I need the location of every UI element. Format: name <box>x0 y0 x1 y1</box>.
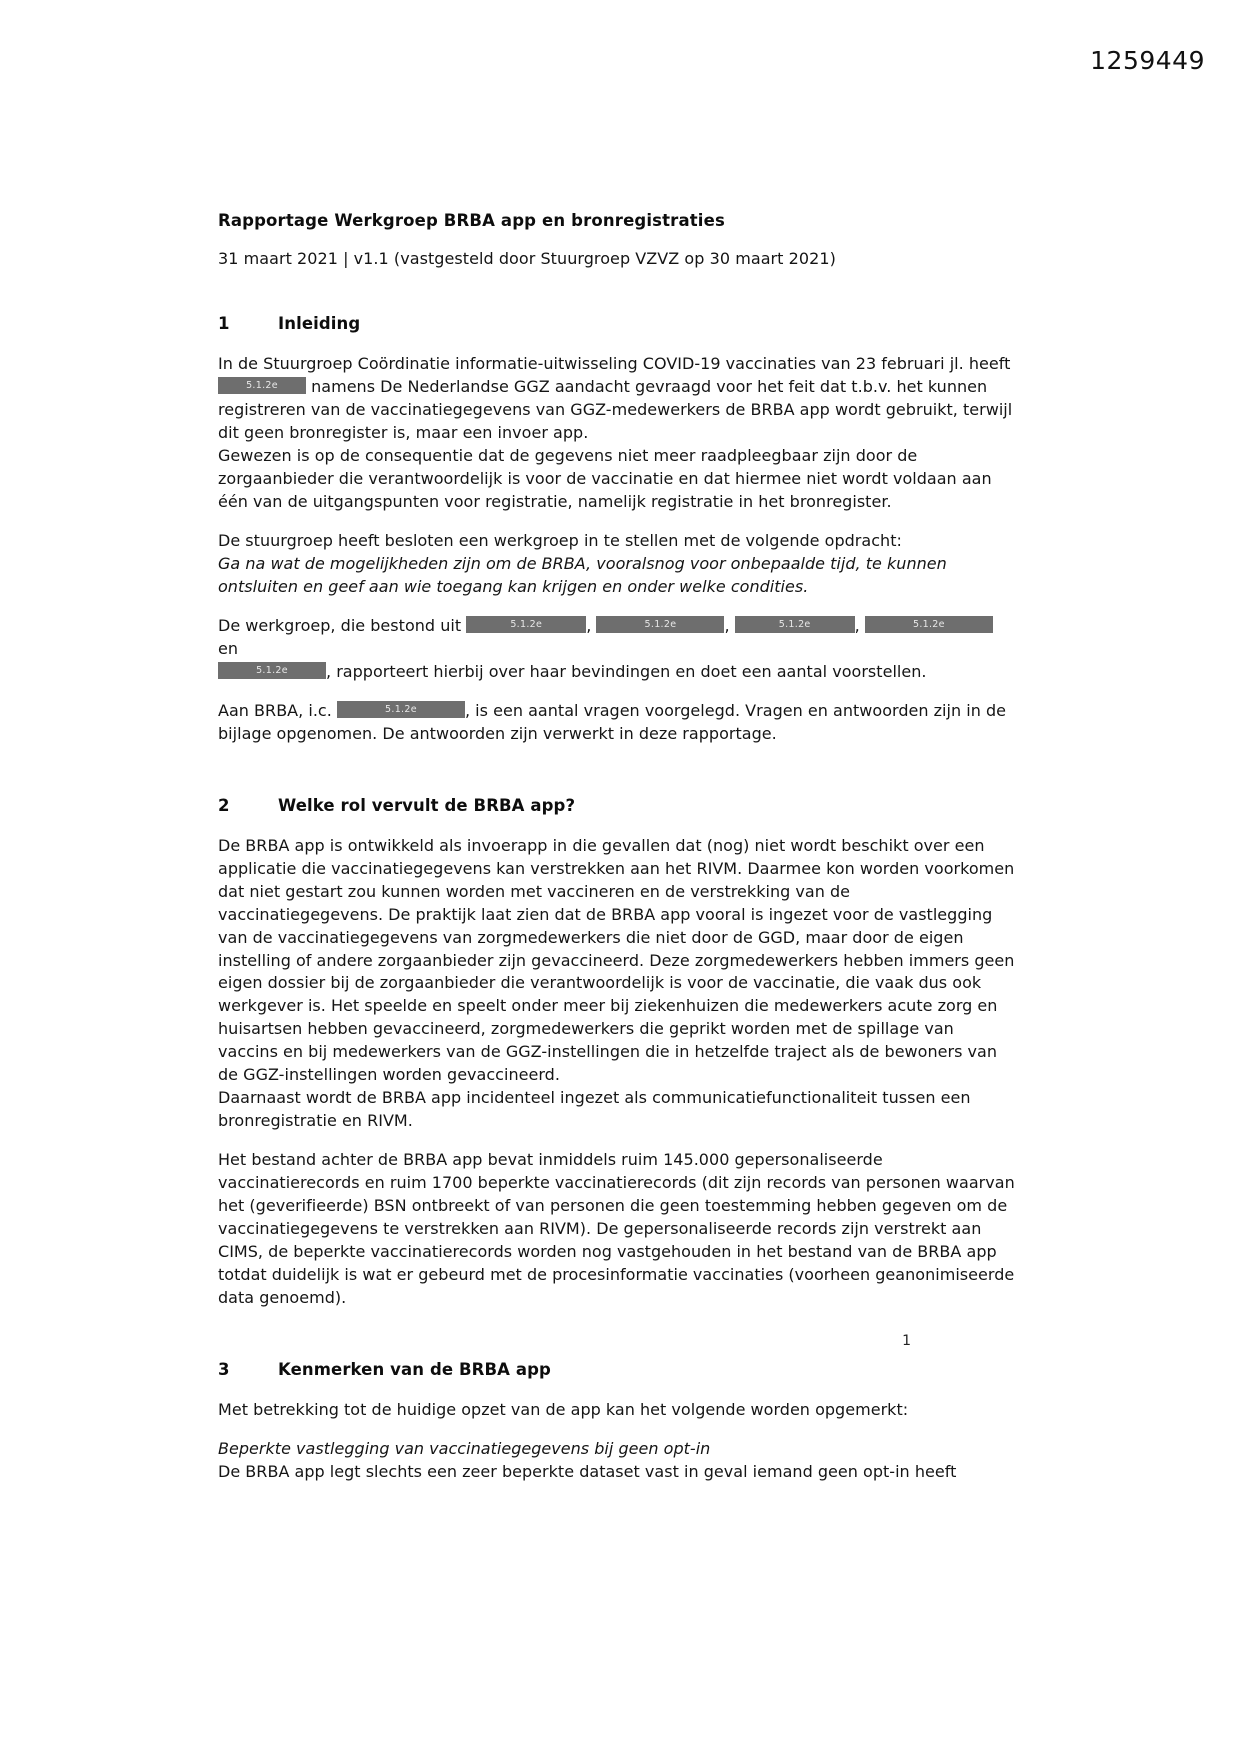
paragraph-2-3: Het bestand achter de BRBA app bevat inmiddels ruim 145.000 gepersonaliseerde vaccinatierecords en ruim 1700 beperkte vaccinatierecords (dit zijn records van personen waarvan het (geverifieerde) BSN ontbreekt of van personen die geen toestemming hebben gegeven om de vaccinatiegegevens te verstrekken aan RIVM). De gepersonaliseerde records zijn verstrekt aan CIMS, de beperkte vaccinatierecords worden nog vastgehouden in het bestand van de BRBA app totdat duidelijk is wat er gebeurd met de procesinformatie vaccinaties (voorheen geanonimiseerde data genoemd). <box>218 1150 1015 1307</box>
paragraph-1-4-sep-2: , <box>724 615 735 635</box>
paragraph-1-5-text-a: Aan BRBA, i.c. <box>218 700 337 720</box>
redaction-bar: 5.1.2e <box>865 616 993 633</box>
paragraph-1-4-en: en <box>218 638 239 658</box>
section-title-3: Kenmerken van de BRBA app <box>278 1359 551 1379</box>
document-id-number: 1259449 <box>1090 46 1205 75</box>
paragraph-3-1: Met betrekking tot de huidige opzet van de app kan het volgende worden opgemerkt: <box>218 1399 909 1419</box>
redaction-bar: 5.1.2e <box>218 662 326 679</box>
paragraph-1-1 <box>218 353 1018 445</box>
paragraph-1-4-werkgroep <box>218 615 1018 684</box>
paragraph-3-2-subheading: Beperkte vastlegging van vaccinatiegegevens bij geen opt-in <box>218 1438 711 1458</box>
paragraph-1-3-intro: De stuurgroep heeft besloten een werkgroep in te stellen met de volgende opdracht: <box>218 531 902 551</box>
section-heading-1 <box>218 314 1018 333</box>
paragraph-3-3: De BRBA app legt slechts een zeer beperkte dataset vast in geval iemand geen opt-in heeft <box>218 1461 957 1481</box>
section-title-1: Inleiding <box>278 314 361 334</box>
paragraph-1-1-text-a: In de Stuurgroep Coördinatie informatie-uitwisseling COVID-19 vaccinaties van 23 februari jl. heeft <box>218 354 1011 374</box>
paragraph-1-5-text-b: , is een aantal vragen voorgelegd. Vragen en antwoorden zijn in de bijlage opgenomen. De antwoorden zijn verwerkt in deze rapportage. <box>218 700 1007 743</box>
paragraph-1-5-aan-brba <box>218 700 1018 746</box>
redaction-bar: 5.1.2e <box>218 377 306 394</box>
section-title-2: Welke rol vervult de BRBA app? <box>278 795 576 815</box>
section-number-1: 1 <box>218 314 230 334</box>
section-heading-3 <box>218 1360 1018 1379</box>
paragraph-1-2: Gewezen is op de consequentie dat de gegevens niet meer raadpleegbaar zijn door de zorgaanbieder die verantwoordelijk is voor de vaccinatie en dat hiermee niet wordt voldaan aan één van de uitgangspunten voor registratie, namelijk registratie in het bronregister. <box>218 446 992 512</box>
page-number: 1 <box>902 1333 911 1349</box>
redaction-bar: 5.1.2e <box>466 616 586 633</box>
paragraph-1-4-text-a: De werkgroep, die bestond uit <box>218 615 467 635</box>
paragraph-2-1: De BRBA app is ontwikkeld als invoerapp in die gevallen dat (nog) niet wordt beschikt over een applicatie die vaccinatiegegevens kan verstrekken aan het RIVM. Daarmee kon worden voorkomen dat niet gestart zou kunnen worden met vaccineren en de verstrekking van de vaccinatiegegevens. De praktijk laat zien dat de BRBA app vooral is ingezet voor de vastlegging van de vaccinatiegegevens van zorgmedewerkers die niet door de GGD, maar door de eigen instelling of andere zorgaanbieder zijn gevaccineerd. Deze zorgmedewerkers hebben immers geen eigen dossier bij de zorgaanbieder die verantwoordelijk is voor de vaccinatie, die vaak dus ook werkgever is. Het speelde en speelt onder meer bij ziekenhuizen die medewerkers acute zorg en huisartsen hebben gevaccineerd, zorgmedewerkers die geprikt worden met de spillage van vaccins en bij medewerkers van de GGZ-instellingen die in hetzelfde traject als de bewoners van de GGZ-instellingen worden gevaccineerd. <box>218 835 1015 1085</box>
paragraph-1-4-sep-3: , <box>854 615 865 635</box>
section-number-3: 3 <box>218 1359 230 1379</box>
paragraph-1-3-opdracht: Ga na wat de mogelijkheden zijn om de BRBA, vooralsnog voor onbepaalde tijd, te kunnen ontsluiten en geef aan wie toegang kan krijgen en onder welke condities. <box>218 554 947 597</box>
redaction-bar: 5.1.2e <box>337 701 465 718</box>
redaction-bar: 5.1.2e <box>735 616 855 633</box>
document-subtitle: 31 maart 2021 | v1.1 (vastgesteld door Stuurgroep VZVZ op 30 maart 2021) <box>218 249 836 269</box>
paragraph-1-4-sep-1: , <box>586 615 597 635</box>
paragraph-1-4-tail: , rapporteert hierbij over haar bevindingen en doet een aantal voorstellen. <box>326 661 927 681</box>
section-heading-2 <box>218 796 1018 815</box>
page-title: Rapportage Werkgroep BRBA app en bronregistraties <box>218 211 725 230</box>
section-number-2: 2 <box>218 795 230 815</box>
paragraph-2-2: Daarnaast wordt de BRBA app incidenteel ingezet als communicatiefunctionaliteit tussen een bronregistratie en RIVM. <box>218 1088 971 1131</box>
document-content <box>218 210 1018 1484</box>
redaction-bar: 5.1.2e <box>596 616 724 633</box>
paragraph-1-1-text-b: namens De Nederlandse GGZ aandacht gevraagd voor het feit dat t.b.v. het kunnen registreren van de vaccinatiegegevens van GGZ-medewerkers de BRBA app wordt gebruikt, terwijl dit geen bronregister is, maar een invoer app. <box>218 377 1013 443</box>
